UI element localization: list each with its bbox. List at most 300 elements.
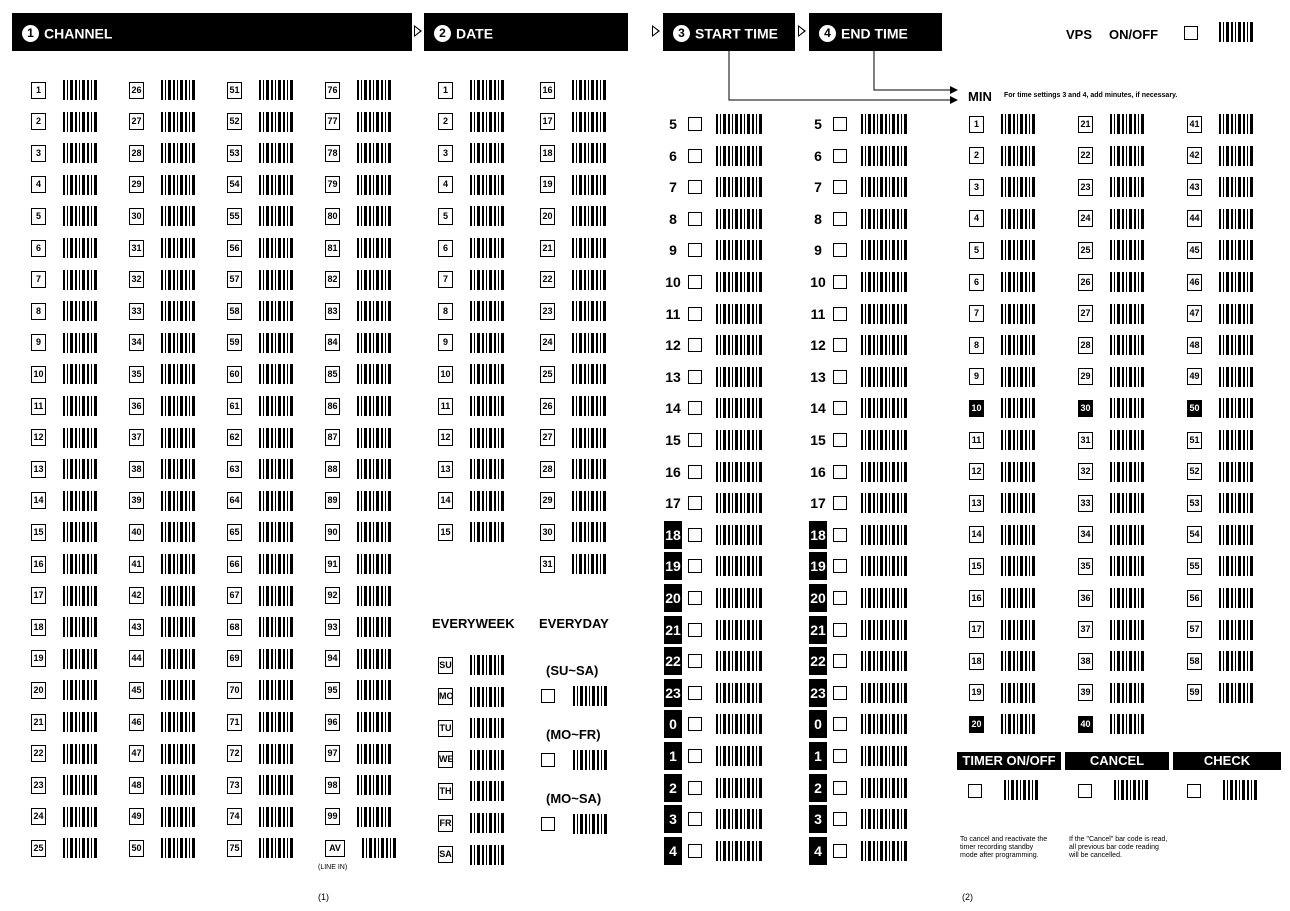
hour-barcode[interactable] [716, 841, 762, 861]
cancel-checkbox[interactable] [1078, 784, 1092, 798]
date-item[interactable] [540, 491, 608, 511]
channel-barcode[interactable] [357, 396, 393, 416]
channel-item[interactable] [31, 838, 99, 858]
channel-item[interactable] [325, 80, 393, 100]
date-barcode[interactable] [572, 238, 608, 258]
hour-item[interactable] [664, 272, 762, 292]
channel-item[interactable] [227, 522, 295, 542]
channel-barcode[interactable] [259, 491, 295, 511]
channel-barcode[interactable] [161, 396, 197, 416]
timer-checkbox[interactable] [968, 784, 982, 798]
date-item[interactable] [438, 206, 506, 226]
minute-item[interactable] [969, 462, 1037, 482]
channel-item[interactable] [129, 617, 197, 637]
channel-item[interactable] [129, 80, 197, 100]
minute-barcode[interactable] [1001, 335, 1037, 355]
minute-barcode[interactable] [1219, 177, 1255, 197]
channel-barcode[interactable] [357, 712, 393, 732]
minute-item[interactable] [969, 493, 1037, 513]
channel-barcode[interactable] [161, 333, 197, 353]
channel-barcode[interactable] [259, 143, 295, 163]
date-barcode[interactable] [470, 364, 506, 384]
channel-item[interactable] [129, 364, 197, 384]
channel-barcode[interactable] [161, 428, 197, 448]
minute-barcode[interactable] [1001, 398, 1037, 418]
channel-barcode[interactable] [161, 838, 197, 858]
minute-item[interactable] [1078, 304, 1146, 324]
minute-barcode[interactable] [1219, 620, 1255, 640]
channel-item[interactable] [31, 206, 99, 226]
minute-barcode[interactable] [1219, 430, 1255, 450]
everyday-checkbox[interactable] [541, 689, 555, 703]
channel-item[interactable] [227, 396, 295, 416]
hour-barcode[interactable] [716, 335, 762, 355]
hour-barcode[interactable] [716, 398, 762, 418]
minute-barcode[interactable] [1110, 367, 1146, 387]
channel-barcode[interactable] [63, 301, 99, 321]
minute-item[interactable] [1078, 683, 1146, 703]
channel-item[interactable] [129, 301, 197, 321]
channel-item[interactable] [325, 301, 393, 321]
channel-item[interactable] [325, 586, 393, 606]
hour-item[interactable] [809, 462, 907, 482]
minute-item[interactable] [969, 620, 1037, 640]
channel-barcode[interactable] [63, 396, 99, 416]
hour-item[interactable] [664, 240, 762, 260]
date-barcode[interactable] [470, 301, 506, 321]
hour-barcode[interactable] [861, 841, 907, 861]
channel-item[interactable] [129, 238, 197, 258]
hour-item[interactable] [809, 493, 907, 513]
minute-item[interactable] [1187, 525, 1255, 545]
date-barcode[interactable] [572, 175, 608, 195]
hour-checkbox[interactable] [688, 465, 702, 479]
hour-checkbox[interactable] [833, 717, 847, 731]
hour-item[interactable] [809, 556, 907, 576]
minute-barcode[interactable] [1001, 177, 1037, 197]
hour-item[interactable] [809, 430, 907, 450]
minute-item[interactable] [1187, 367, 1255, 387]
hour-checkbox[interactable] [833, 370, 847, 384]
channel-item[interactable] [31, 364, 99, 384]
minute-barcode[interactable] [1001, 462, 1037, 482]
minute-item[interactable] [1187, 556, 1255, 576]
channel-item[interactable] [31, 270, 99, 290]
channel-item[interactable] [227, 112, 295, 132]
minute-barcode[interactable] [1219, 556, 1255, 576]
hour-checkbox[interactable] [833, 433, 847, 447]
everyday-checkbox[interactable] [541, 817, 555, 831]
minute-barcode[interactable] [1219, 367, 1255, 387]
channel-item[interactable] [31, 238, 99, 258]
hour-barcode[interactable] [716, 462, 762, 482]
hour-checkbox[interactable] [833, 307, 847, 321]
hour-item[interactable] [809, 525, 907, 545]
hour-item[interactable] [664, 525, 762, 545]
minute-barcode[interactable] [1001, 272, 1037, 292]
channel-item[interactable] [227, 270, 295, 290]
hour-item[interactable] [809, 209, 907, 229]
minute-barcode[interactable] [1219, 525, 1255, 545]
channel-barcode[interactable] [161, 112, 197, 132]
date-barcode[interactable] [470, 206, 506, 226]
hour-barcode[interactable] [716, 746, 762, 766]
hour-item[interactable] [809, 367, 907, 387]
hour-barcode[interactable] [716, 209, 762, 229]
channel-barcode[interactable] [63, 270, 99, 290]
channel-item[interactable] [31, 459, 99, 479]
channel-item[interactable] [325, 775, 393, 795]
channel-item[interactable] [325, 554, 393, 574]
channel-barcode[interactable] [259, 838, 295, 858]
hour-checkbox[interactable] [688, 591, 702, 605]
everyweek-item[interactable] [438, 655, 506, 675]
hour-checkbox[interactable] [688, 433, 702, 447]
channel-item[interactable] [129, 807, 197, 827]
date-barcode[interactable] [470, 396, 506, 416]
hour-item[interactable] [809, 146, 907, 166]
channel-barcode[interactable] [63, 744, 99, 764]
hour-item[interactable] [809, 841, 907, 861]
hour-checkbox[interactable] [833, 117, 847, 131]
channel-barcode[interactable] [259, 744, 295, 764]
channel-barcode[interactable] [259, 112, 295, 132]
minute-barcode[interactable] [1110, 651, 1146, 671]
channel-item[interactable] [227, 807, 295, 827]
minute-barcode[interactable] [1001, 240, 1037, 260]
date-item[interactable] [540, 270, 608, 290]
channel-item[interactable] [129, 428, 197, 448]
minute-item[interactable] [969, 683, 1037, 703]
date-barcode[interactable] [470, 428, 506, 448]
hour-barcode[interactable] [861, 209, 907, 229]
hour-checkbox[interactable] [833, 338, 847, 352]
channel-item[interactable] [227, 333, 295, 353]
channel-barcode[interactable] [63, 206, 99, 226]
channel-barcode[interactable] [63, 428, 99, 448]
channel-item[interactable] [227, 491, 295, 511]
date-barcode[interactable] [572, 364, 608, 384]
everyday-barcode[interactable] [573, 814, 609, 834]
hour-item[interactable] [809, 746, 907, 766]
date-item[interactable] [540, 175, 608, 195]
hour-item[interactable] [809, 272, 907, 292]
channel-barcode[interactable] [63, 491, 99, 511]
minute-barcode[interactable] [1110, 525, 1146, 545]
channel-item[interactable] [31, 680, 99, 700]
minute-item[interactable] [1078, 525, 1146, 545]
minute-barcode[interactable] [1219, 683, 1255, 703]
hour-checkbox[interactable] [833, 686, 847, 700]
minute-barcode[interactable] [1001, 493, 1037, 513]
hour-checkbox[interactable] [688, 307, 702, 321]
channel-barcode[interactable] [259, 270, 295, 290]
channel-barcode[interactable] [357, 270, 393, 290]
date-item[interactable] [438, 491, 506, 511]
channel-barcode[interactable] [161, 175, 197, 195]
hour-barcode[interactable] [861, 809, 907, 829]
channel-item[interactable] [129, 333, 197, 353]
hour-item[interactable] [809, 398, 907, 418]
check-barcode[interactable] [1223, 780, 1259, 800]
hour-item[interactable] [664, 430, 762, 450]
minute-barcode[interactable] [1001, 683, 1037, 703]
date-barcode[interactable] [572, 459, 608, 479]
channel-item[interactable] [325, 206, 393, 226]
channel-barcode[interactable] [357, 175, 393, 195]
minute-item[interactable] [969, 588, 1037, 608]
channel-barcode[interactable] [259, 586, 295, 606]
channel-barcode[interactable] [259, 649, 295, 669]
channel-barcode[interactable] [357, 80, 393, 100]
date-barcode[interactable] [470, 522, 506, 542]
channel-item[interactable] [129, 649, 197, 669]
hour-checkbox[interactable] [833, 654, 847, 668]
date-barcode[interactable] [470, 459, 506, 479]
minute-item[interactable] [1187, 493, 1255, 513]
channel-barcode[interactable] [357, 333, 393, 353]
channel-item[interactable] [31, 649, 99, 669]
hour-barcode[interactable] [716, 714, 762, 734]
hour-item[interactable] [809, 778, 907, 798]
minute-item[interactable] [1187, 209, 1255, 229]
everyweek-item[interactable] [438, 845, 506, 865]
minute-item[interactable] [1078, 651, 1146, 671]
minute-barcode[interactable] [1219, 493, 1255, 513]
minute-barcode[interactable] [1110, 209, 1146, 229]
channel-item[interactable] [129, 554, 197, 574]
hour-barcode[interactable] [861, 683, 907, 703]
hour-item[interactable] [809, 240, 907, 260]
channel-barcode[interactable] [63, 649, 99, 669]
hour-checkbox[interactable] [833, 844, 847, 858]
hour-barcode[interactable] [716, 556, 762, 576]
channel-barcode[interactable] [63, 175, 99, 195]
everyday-barcode[interactable] [573, 686, 609, 706]
hour-checkbox[interactable] [833, 623, 847, 637]
channel-barcode[interactable] [161, 491, 197, 511]
hour-barcode[interactable] [861, 620, 907, 640]
minute-barcode[interactable] [1110, 114, 1146, 134]
minute-barcode[interactable] [1001, 209, 1037, 229]
minute-barcode[interactable] [1110, 620, 1146, 640]
hour-checkbox[interactable] [833, 180, 847, 194]
hour-checkbox[interactable] [688, 338, 702, 352]
minute-item[interactable] [1187, 588, 1255, 608]
hour-checkbox[interactable] [688, 117, 702, 131]
minute-item[interactable] [1187, 683, 1255, 703]
channel-barcode[interactable] [259, 554, 295, 574]
channel-item[interactable] [227, 554, 295, 574]
hour-barcode[interactable] [716, 430, 762, 450]
hour-barcode[interactable] [716, 240, 762, 260]
minute-item[interactable] [969, 367, 1037, 387]
channel-item[interactable] [31, 396, 99, 416]
channel-barcode[interactable] [357, 649, 393, 669]
minute-item[interactable] [1078, 588, 1146, 608]
channel-item[interactable] [227, 586, 295, 606]
hour-checkbox[interactable] [688, 844, 702, 858]
minute-item[interactable] [969, 209, 1037, 229]
channel-barcode[interactable] [259, 333, 295, 353]
channel-item[interactable] [129, 744, 197, 764]
date-item[interactable] [438, 522, 506, 542]
channel-barcode[interactable] [161, 680, 197, 700]
minute-barcode[interactable] [1219, 462, 1255, 482]
minute-item[interactable] [1078, 462, 1146, 482]
hour-barcode[interactable] [861, 525, 907, 545]
channel-barcode[interactable] [357, 554, 393, 574]
minute-item[interactable] [969, 240, 1037, 260]
channel-barcode[interactable] [63, 712, 99, 732]
minute-barcode[interactable] [1110, 556, 1146, 576]
date-item[interactable] [438, 175, 506, 195]
minute-item[interactable] [969, 272, 1037, 292]
hour-checkbox[interactable] [688, 496, 702, 510]
date-item[interactable] [540, 554, 608, 574]
hour-barcode[interactable] [861, 335, 907, 355]
minute-item[interactable] [1187, 177, 1255, 197]
channel-barcode[interactable] [357, 744, 393, 764]
hour-checkbox[interactable] [688, 149, 702, 163]
date-item[interactable] [540, 396, 608, 416]
hour-checkbox[interactable] [688, 812, 702, 826]
hour-item[interactable] [664, 493, 762, 513]
channel-item[interactable] [31, 333, 99, 353]
channel-barcode[interactable] [259, 680, 295, 700]
hour-item[interactable] [664, 177, 762, 197]
channel-item[interactable] [129, 838, 197, 858]
hour-checkbox[interactable] [688, 370, 702, 384]
hour-barcode[interactable] [716, 809, 762, 829]
date-barcode[interactable] [572, 80, 608, 100]
everyweek-barcode[interactable] [470, 750, 506, 770]
channel-item[interactable] [31, 712, 99, 732]
channel-barcode[interactable] [161, 554, 197, 574]
date-item[interactable] [540, 80, 608, 100]
hour-barcode[interactable] [716, 683, 762, 703]
channel-item[interactable] [31, 807, 99, 827]
minute-item[interactable] [1187, 146, 1255, 166]
channel-item[interactable] [31, 522, 99, 542]
hour-item[interactable] [809, 809, 907, 829]
channel-item[interactable] [129, 175, 197, 195]
minute-barcode[interactable] [1001, 620, 1037, 640]
minute-barcode[interactable] [1110, 683, 1146, 703]
hour-item[interactable] [664, 367, 762, 387]
minute-barcode[interactable] [1110, 714, 1146, 734]
channel-item[interactable] [129, 459, 197, 479]
hour-barcode[interactable] [861, 367, 907, 387]
channel-barcode[interactable] [259, 364, 295, 384]
hour-checkbox[interactable] [688, 180, 702, 194]
minute-barcode[interactable] [1110, 335, 1146, 355]
date-barcode[interactable] [470, 238, 506, 258]
minute-item[interactable] [1078, 620, 1146, 640]
hour-barcode[interactable] [716, 525, 762, 545]
channel-item[interactable] [325, 238, 393, 258]
channel-barcode[interactable] [357, 775, 393, 795]
hour-checkbox[interactable] [833, 212, 847, 226]
channel-item[interactable] [325, 680, 393, 700]
channel-barcode[interactable] [161, 80, 197, 100]
channel-item[interactable] [227, 206, 295, 226]
date-item[interactable] [540, 143, 608, 163]
channel-barcode[interactable] [357, 617, 393, 637]
minute-barcode[interactable] [1110, 462, 1146, 482]
hour-item[interactable] [664, 809, 762, 829]
channel-barcode[interactable] [161, 301, 197, 321]
minute-item[interactable] [1187, 651, 1255, 671]
channel-barcode[interactable] [259, 807, 295, 827]
date-barcode[interactable] [470, 112, 506, 132]
channel-barcode[interactable] [357, 428, 393, 448]
channel-item[interactable] [325, 838, 398, 858]
hour-checkbox[interactable] [833, 591, 847, 605]
channel-barcode[interactable] [161, 270, 197, 290]
channel-barcode[interactable] [161, 775, 197, 795]
hour-item[interactable] [664, 304, 762, 324]
hour-checkbox[interactable] [688, 212, 702, 226]
hour-barcode[interactable] [716, 304, 762, 324]
hour-barcode[interactable] [716, 272, 762, 292]
minute-barcode[interactable] [1110, 493, 1146, 513]
channel-item[interactable] [325, 522, 393, 542]
date-barcode[interactable] [572, 522, 608, 542]
channel-barcode[interactable] [357, 491, 393, 511]
hour-barcode[interactable] [861, 588, 907, 608]
hour-item[interactable] [809, 304, 907, 324]
hour-barcode[interactable] [861, 430, 907, 450]
minute-item[interactable] [1187, 620, 1255, 640]
hour-barcode[interactable] [861, 556, 907, 576]
hour-barcode[interactable] [716, 588, 762, 608]
date-item[interactable] [540, 459, 608, 479]
channel-barcode[interactable] [63, 459, 99, 479]
date-barcode[interactable] [470, 175, 506, 195]
channel-item[interactable] [325, 712, 393, 732]
channel-barcode[interactable] [161, 143, 197, 163]
everyweek-barcode[interactable] [470, 718, 506, 738]
channel-item[interactable] [129, 712, 197, 732]
channel-barcode[interactable] [357, 807, 393, 827]
minute-item[interactable] [1078, 240, 1146, 260]
hour-item[interactable] [809, 651, 907, 671]
hour-checkbox[interactable] [688, 654, 702, 668]
channel-item[interactable] [325, 396, 393, 416]
hour-checkbox[interactable] [688, 243, 702, 257]
channel-item[interactable] [129, 586, 197, 606]
channel-barcode[interactable] [161, 712, 197, 732]
channel-barcode[interactable] [63, 143, 99, 163]
everyweek-barcode[interactable] [470, 813, 506, 833]
hour-checkbox[interactable] [688, 781, 702, 795]
minute-item[interactable] [969, 714, 1037, 734]
channel-item[interactable] [129, 206, 197, 226]
channel-barcode[interactable] [259, 238, 295, 258]
minute-item[interactable] [1187, 240, 1255, 260]
hour-checkbox[interactable] [688, 749, 702, 763]
minute-barcode[interactable] [1219, 335, 1255, 355]
channel-item[interactable] [31, 301, 99, 321]
everyweek-item[interactable] [438, 687, 506, 707]
minute-item[interactable] [1078, 367, 1146, 387]
channel-barcode[interactable] [63, 838, 99, 858]
hour-barcode[interactable] [716, 146, 762, 166]
minute-item[interactable] [1078, 335, 1146, 355]
minute-barcode[interactable] [1219, 146, 1255, 166]
channel-barcode[interactable] [259, 175, 295, 195]
